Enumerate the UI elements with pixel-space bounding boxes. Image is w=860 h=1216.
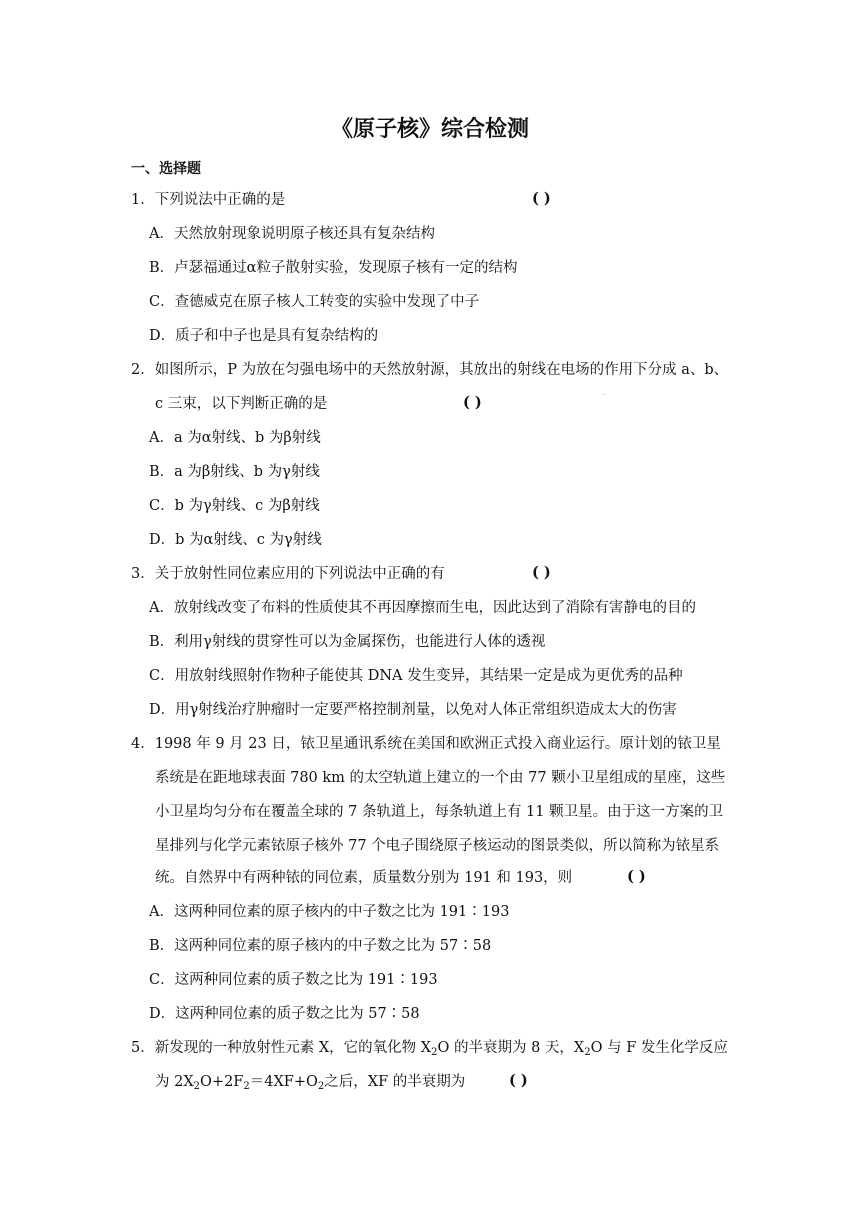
answer-blank-4: ( ) — [627, 868, 646, 885]
answer-blank-3: ( ) — [532, 564, 551, 581]
question-2-stem-line-1: 2．如图所示，P 为放在匀强电场中的天然放射源，其放出的射线在电场的作用下分成 a、b、 — [131, 362, 729, 378]
question-1-option-a: A．天然放射现象说明原子核还具有复杂结构 — [149, 226, 435, 242]
question-5-stem-line-1 — [131, 1038, 728, 1063]
subscript-2: 2 — [193, 1081, 201, 1092]
q5-text-6: ＝4XF+O — [249, 1074, 318, 1090]
question-4-option-b: B．这两种同位素的原子核内的中子数之比为 57∶58 — [149, 938, 492, 954]
question-4-stem-line-1: 4．1998 年 9 月 23 日，铱卫星通讯系统在美国和欧洲正式投入商业运行。原计划的铱卫星 — [131, 736, 721, 752]
question-1-option-b: B．卢瑟福通过α粒子散射实验，发现原子核有一定的结构 — [149, 260, 518, 276]
q5-text-7: 之后，XF 的半衰期为 — [324, 1074, 466, 1090]
question-4-option-d: D．这两种同位素的质子数之比为 57∶58 — [149, 1006, 420, 1022]
q5-text-1: 5．新发现的一种放射性元素 X，它的氧化物 X — [131, 1040, 432, 1056]
question-5-stem-line-2 — [155, 1072, 465, 1097]
q5-text-2: O 的半衰期为 8 天，X — [437, 1040, 585, 1056]
section-heading: 一、选择题 — [131, 161, 201, 177]
page-title: 《原子核》综合检测 — [330, 117, 529, 142]
question-1-stem: 1．下列说法中正确的是 — [131, 192, 286, 208]
answer-blank-1: ( ) — [532, 190, 551, 207]
question-3-option-d: D．用γ射线治疗肿瘤时一定要严格控制剂量，以免对人体正常组织造成太大的伤害 — [149, 702, 677, 718]
q5-text-5: O+2F — [200, 1074, 244, 1090]
question-2-option-d: D．b 为α射线、c 为γ射线 — [149, 532, 322, 548]
subscript-2: 2 — [243, 1081, 250, 1092]
question-4-option-a: A．这两种同位素的原子核内的中子数之比为 191∶193 — [149, 904, 510, 920]
question-4-stem-line-3: 小卫星均匀分布在覆盖全球的 7 条轨道上，每条轨道上有 11 颗卫星。由于这一方案的卫 — [155, 804, 724, 820]
stray-mark: · — [603, 392, 605, 399]
question-4-stem-line-4: 星排列与化学元素铱原子核外 77 个电子围绕原子核运动的图景类似，所以简称为铱星系 — [155, 838, 720, 854]
question-2-option-a: A．a 为α射线、b 为β射线 — [149, 430, 321, 446]
answer-blank-2: ( ) — [463, 394, 482, 411]
subscript-2: 2 — [317, 1081, 325, 1092]
question-3-stem: 3．关于放射性同位素应用的下列说法中正确的有 — [131, 566, 445, 582]
question-3-option-c: C．用放射线照射作物种子能使其 DNA 发生变异，其结果一定是成为更优秀的品种 — [149, 668, 683, 684]
question-3-option-a: A．放射线改变了布料的性质使其不再因摩擦而生电，因此达到了消除有害静电的目的 — [149, 600, 696, 616]
question-2-stem-line-2: c 三束，以下判断正确的是 — [155, 396, 328, 412]
question-1-option-c: C．查德威克在原子核人工转变的实验中发现了中子 — [149, 294, 480, 310]
subscript-2: 2 — [431, 1047, 438, 1058]
q5-text-3: O 与 F 发生化学反应 — [590, 1040, 728, 1056]
answer-blank-5: ( ) — [509, 1072, 528, 1089]
question-4-stem-line-5: 统。自然界中有两种铱的同位素，质量数分别为 191 和 193，则 — [155, 870, 573, 886]
question-4-option-c: C．这两种同位素的质子数之比为 191∶193 — [149, 972, 438, 988]
question-4-stem-line-2: 系统是在距地球表面 780 km 的太空轨道上建立的一个由 77 颗小卫星组成的星座，这些 — [155, 770, 726, 786]
question-3-option-b: B．利用γ射线的贯穿性可以为金属探伤，也能进行人体的透视 — [149, 634, 546, 650]
question-1-option-d: D．质子和中子也是具有复杂结构的 — [149, 328, 379, 344]
question-2-option-b: B．a 为β射线、b 为γ射线 — [149, 464, 320, 480]
question-2-option-c: C．b 为γ射线、c 为β射线 — [149, 498, 320, 514]
q5-text-4: 为 2X — [155, 1074, 194, 1090]
subscript-2: 2 — [584, 1047, 591, 1058]
